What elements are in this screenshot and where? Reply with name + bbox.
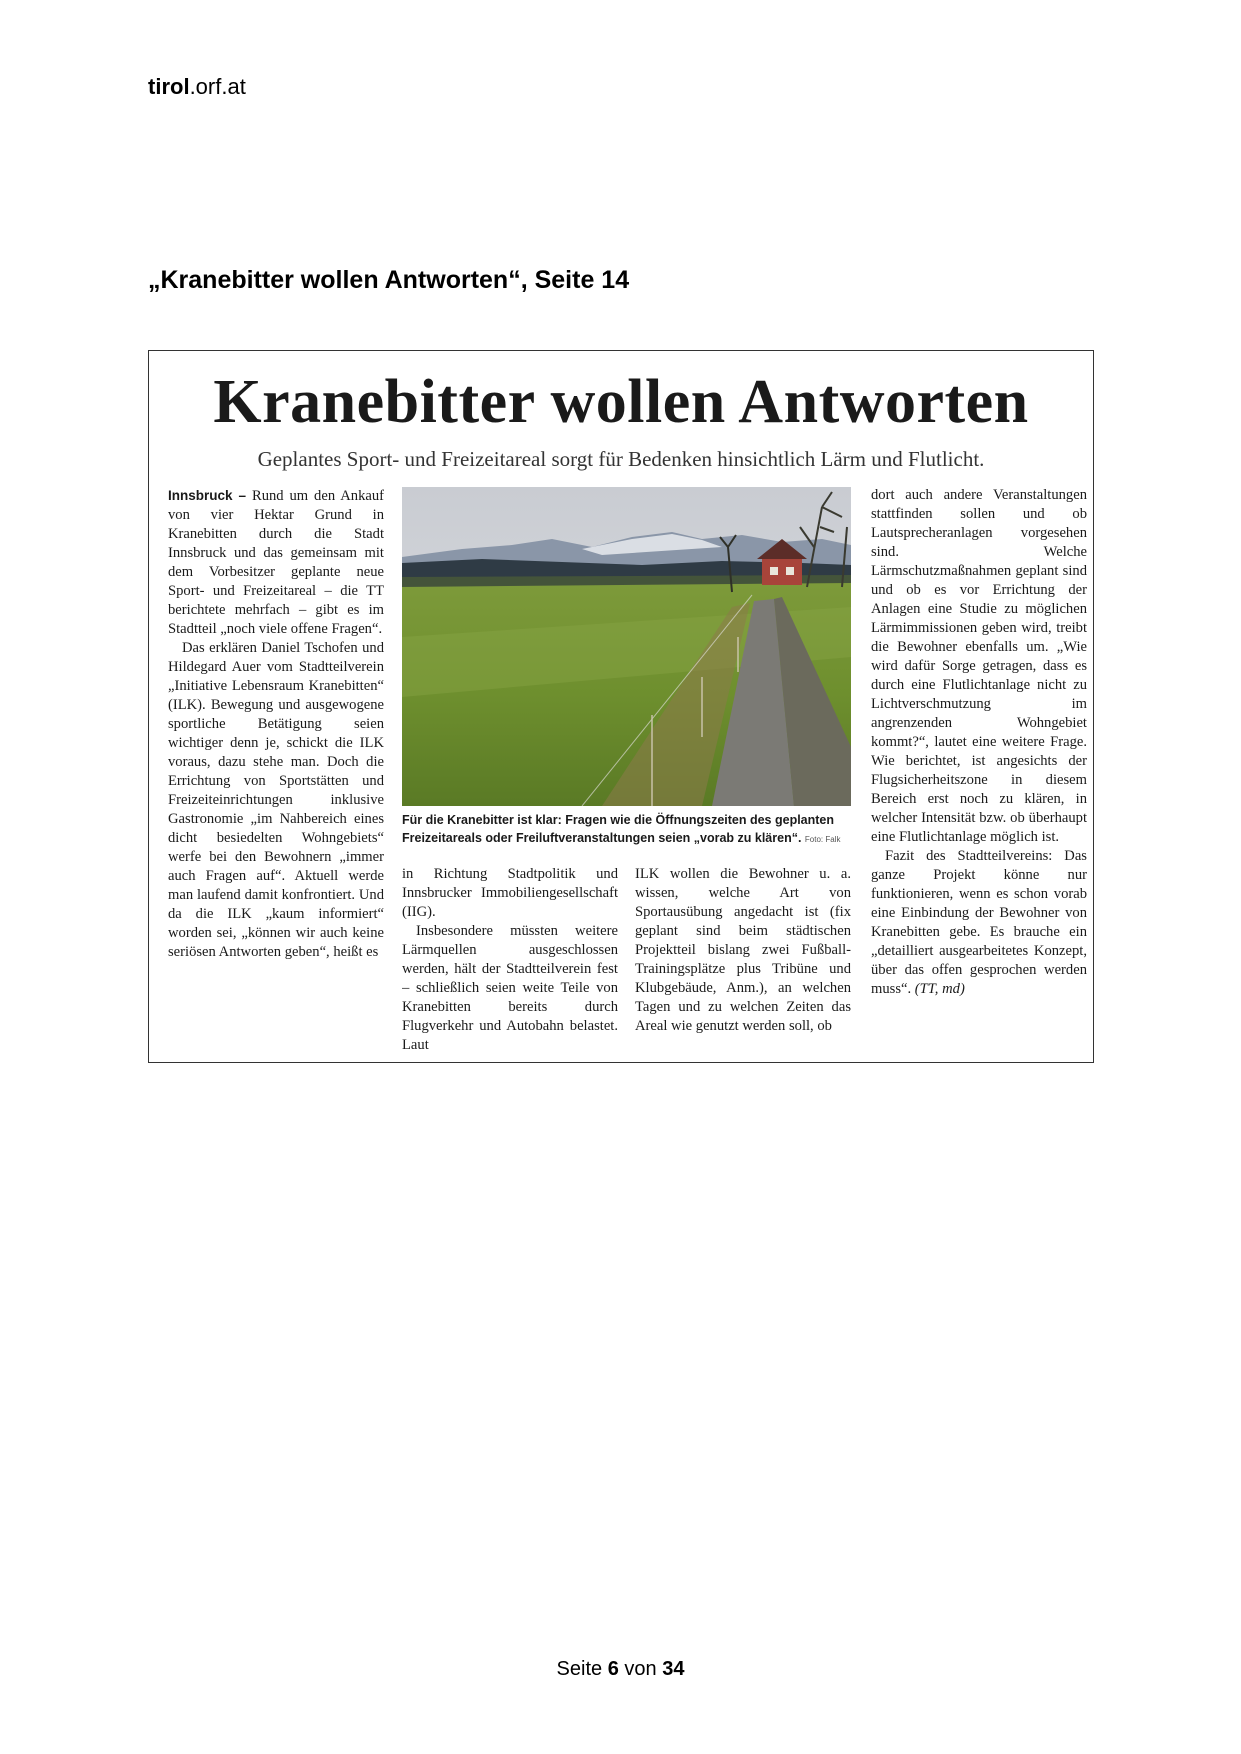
- article-dateline: Innsbruck –: [168, 488, 247, 503]
- article-column-1: [168, 486, 384, 1051]
- column-1-paragraph-1: Rund um den Ankauf von vier Hektar Grund in Kranebitten durch die Stadt Innsbruck und das gemeinsam mit dem Vorbesitzer geplante neue Sport- und Freizeitareal – die TT berichtete mehrfach – gibt es im Stadtteil „noch viele offene Fragen“.: [168, 488, 384, 637]
- brand-strong: tirol: [148, 74, 190, 99]
- newspaper-clipping: [148, 350, 1094, 1063]
- footer-prefix: Seite: [556, 1658, 603, 1680]
- column-1-paragraph-2: Das erklären Daniel Tschofen und Hildegard Auer vom Stadtteilverein „Initiative Lebensraum Kranebitten“ (ILK). Bewegung und ausgewogene sportliche Betätigung seien wichtiger denn je, schickt die ILK voraus, dazu stehe man. Doch die Errichtung von Sportstätten und Freizeiteinrichtungen inklusive Gastronomie „im Nahbereich eines dicht besiedelten Wohngebiets“ werfe bei den Bewohnern „immer auch Fragen auf“. Aktuell werde man laufend damit konfrontiert. Und da die ILK „kaum informiert“ worden sei, „können wir auch keine seriösen Antworten geben“, heißt es: [168, 640, 384, 960]
- brand-logo: [148, 74, 246, 100]
- article-photo: [402, 487, 851, 806]
- page-footer: [0, 1658, 1241, 1681]
- column-2-paragraph-1: in Richtung Stadtpolitik und Innsbrucker Immobiliengesellschaft (IIG).: [402, 866, 618, 920]
- document-title: „Kranebitter wollen Antworten“, Seite 14: [148, 266, 630, 294]
- article-column-3: [635, 865, 851, 1051]
- article-column-2: [402, 865, 618, 1051]
- column-3-paragraph-1: ILK wollen die Bewohner u. a. wissen, welche Art von Sportausübung angedacht ist (fix geplant sind beim städtischen Projektteil bislang zwei Fußball-Trainingsplätze plus Tribüne und Klubgebäude, Anm.), an welchen Tagen und zu welchen Zeiten das Areal wie genutzt werden soll, ob: [635, 866, 851, 1034]
- article-signoff: (TT, md): [914, 981, 965, 997]
- footer-middle: von: [624, 1658, 657, 1680]
- footer-page-total: 34: [662, 1658, 685, 1680]
- footer-page-number: 6: [607, 1658, 619, 1680]
- caption-text: Für die Kranebitter ist klar: Fragen wie die Öffnungszeiten des geplanten Freizeitareals oder Freiluftveranstaltungen seien „vorab zu klären“.: [402, 813, 835, 845]
- photo-credit: Foto: Falk: [804, 835, 841, 844]
- column-2-paragraph-2: Insbesondere müssten weitere Lärmquellen ausgeschlossen werden, hält der Stadtteilverein fest – schließlich seien weite Teile von Kranebitten bereits durch Flugverkehr und Autobahn belastet. Laut: [402, 923, 618, 1051]
- column-4-paragraph-2: Fazit des Stadtteilvereins: Das ganze Projekt könne nur funktionieren, wenn es schon vorab eine Einbindung der Bewohner von Kranebitten gebe. Es brauche ein „detailliert ausgearbeitetes Konzept, über das offen gesprochen werden muss“.: [871, 848, 1087, 997]
- column-4-paragraph-1: dort auch andere Veranstaltungen stattfinden sollen und ob Lautsprecheranlagen vorgesehen sind. Welche Lärmschutzmaßnahmen geplant sind und ob es vor Errichtung der Anlagen eine Studie zu möglichen Lärmimmissionen geben wird, treibt die Bewohner ebenfalls um. „Wie wird dafür Sorge getragen, dass es durch eine Flutlichtanlage nicht zu Lichtverschmutzung im angrenzenden Wohngebiet kommt?“, lautet eine weitere Frage. Wie berichtet, ist angesichts der Flugsicherheitszone in diesem Bereich erst noch zu klären, in welcher Intensität bzw. ob überhaupt eine Flutlichtanlage möglich ist.: [871, 487, 1087, 845]
- photo-caption: [402, 811, 851, 849]
- article-headline: Kranebitter wollen Antworten: [213, 368, 1029, 436]
- brand-rest: .orf.at: [189, 74, 246, 99]
- article-subheadline: Geplantes Sport- und Freizeitareal sorgt für Bedenken hinsichtlich Lärm und Flutlicht.: [257, 447, 985, 471]
- article-column-4: [871, 486, 1087, 1051]
